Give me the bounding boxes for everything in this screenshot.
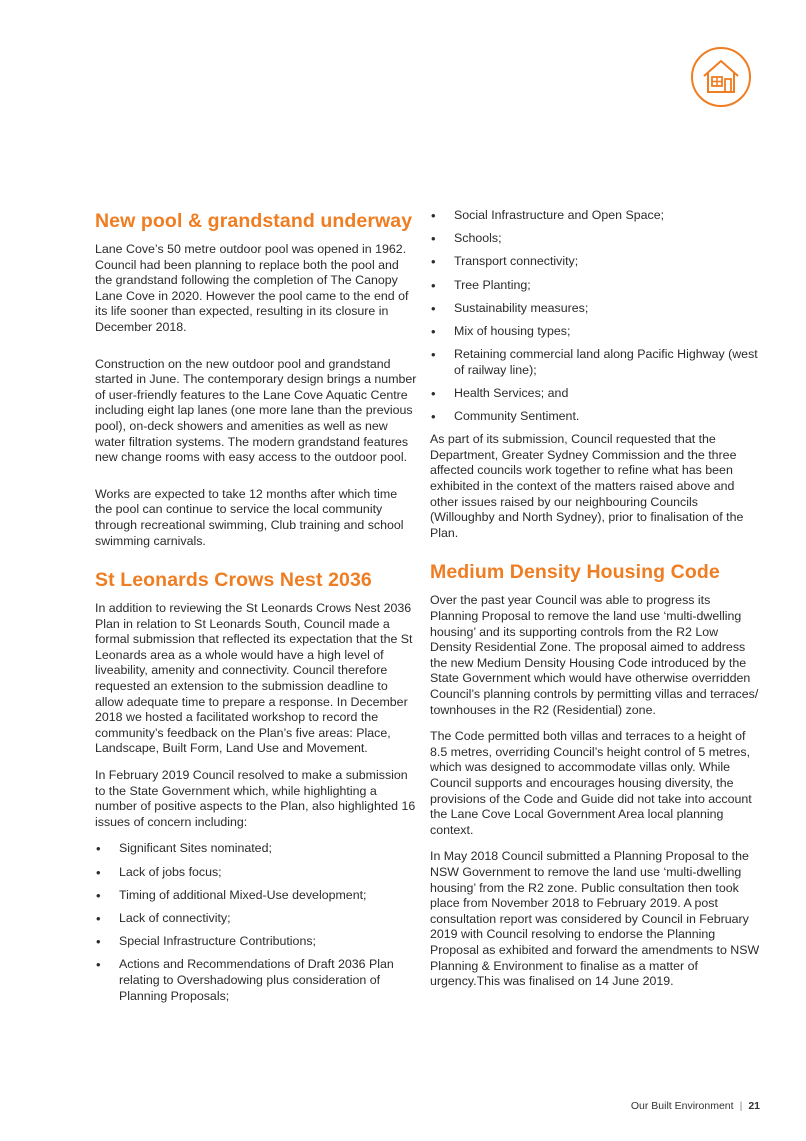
list-item: • Sustainability measures; — [430, 301, 760, 317]
footer-section-title: Our Built Environment — [630, 1100, 734, 1112]
section-heading-st-leonards: St Leonards Crows Nest 2036 — [95, 569, 372, 592]
section-heading-housing-code: Medium Density Housing Code — [430, 561, 720, 584]
section-heading-pool: New pool & grandstand underway — [95, 210, 413, 232]
list-item: • Tree Planting; — [430, 278, 760, 294]
page-number: 21 — [748, 1100, 760, 1112]
list-item: • Lack of jobs focus; — [95, 865, 417, 881]
house-icon — [690, 46, 752, 108]
issues-list — [95, 841, 417, 1004]
paragraph: Works are expected to take 12 months after which time the pool can continue to service the local community through recreational swimming, Club training and school swimming carnivals. — [95, 486, 404, 548]
list-item: • Special Infrastructure Contributions; — [95, 934, 417, 950]
paragraph: Over the past year Council was able to progress its Planning Proposal to remove the land use ‘multi-dwelling housing’ and its supporting controls from the R2 Low Density Residential Zone. The proposal aimed to address the new Medium Density Housing Code introduced by the State Government which would have otherwise overridden Council’s planning controls by permitting villas and terraces/ townhouses in the R2 (Residential) zone. — [430, 593, 759, 717]
list-item: • Social Infrastructure and Open Space; — [430, 208, 760, 224]
list-item: • Health Services; and — [430, 386, 760, 402]
list-item: • Schools; — [430, 231, 760, 247]
paragraph: In May 2018 Council submitted a Planning Proposal to the NSW Government to remove the land use ‘multi-dwelling housing’ from the R2 zone. Public consultation then took place from November 2018 to February 2019. A post consultation report was considered by Council in February 2019 with Council resolving to endorse the Planning Proposal as exhibited and forward the amendments to NSW Planning & Environment to finalise as a matter of urgency.This was finalised on 14 June 2019. — [430, 849, 760, 989]
page-footer — [631, 1100, 760, 1112]
paragraph: The Code permitted both villas and terraces to a height of 8.5 metres, overriding Council’s height control of 5 metres, which was designed to accommodate villas only. While Council supports and encourages housing diversity, the provisions of the Code and Guide did not take into account the Lane Cove Local Government Area local planning context. — [430, 729, 752, 837]
issues-list-continued — [430, 208, 760, 425]
paragraph: In February 2019 Council resolved to make a submission to the State Government which, while highlighting a number of positive aspects to the Plan, also highlighted 16 issues of concern including: — [95, 768, 416, 829]
list-item: • Lack of connectivity; — [95, 911, 417, 927]
list-item: • Actions and Recommendations of Draft 2036 Plan relating to Overshadowing plus consideration of Planning Proposals; — [95, 957, 417, 1004]
paragraph: As part of its submission, Council requested that the Department, Greater Sydney Commission and the three affected councils work together to refine what has been exhibited in the context of the matters raised above and other issues raised by our neighbouring Councils (Willoughby and North Sydney), prior to finalisation of the Plan. — [430, 432, 744, 540]
footer-separator: | — [739, 1100, 743, 1112]
paragraph: Construction on the new outdoor pool and grandstand started in June. The contemporary design brings a number of user-friendly features to the Lane Cove Aquatic Centre including eight lap lanes (one more lane than the previous pool), on-deck showers and amenities as well as new water filtration systems. The modern grandstand features new change rooms with easy access to the outdoor pool. — [95, 356, 417, 465]
right-column — [430, 208, 760, 1001]
paragraph: In addition to reviewing the St Leonards Crows Nest 2036 Plan in relation to St Leonards South, Council made a formal submission that reflected its expectation that the St Leonards area as a whole would have a high level of liveability, amenity and connectivity. Council therefore requested an extension to the submission deadline to allow adequate time to prepare a response. In December 2018 we hosted a facilitated workshop to record the community’s feedback on the Plan’s five areas: Place, Landscape, Built Form, Land Use and Movement. — [95, 601, 413, 756]
list-item: • Mix of housing types; — [430, 324, 760, 340]
list-item: • Timing of additional Mixed-Use development; — [95, 888, 417, 904]
list-item: • Retaining commercial land along Pacific Highway (west of railway line); — [430, 347, 760, 378]
paragraph: Lane Cove’s 50 metre outdoor pool was opened in 1962. Council had been planning to replace both the pool and the grandstand following the completion of The Canopy Lane Cove in 2020. However the pool came to the end of its life sooner than expected, resulting in its closure in December 2018. — [95, 242, 409, 334]
list-item: • Community Sentiment. — [430, 409, 760, 425]
list-item: • Transport connectivity; — [430, 254, 760, 270]
left-column — [95, 208, 417, 1012]
list-item: • Significant Sites nominated; — [95, 841, 417, 857]
